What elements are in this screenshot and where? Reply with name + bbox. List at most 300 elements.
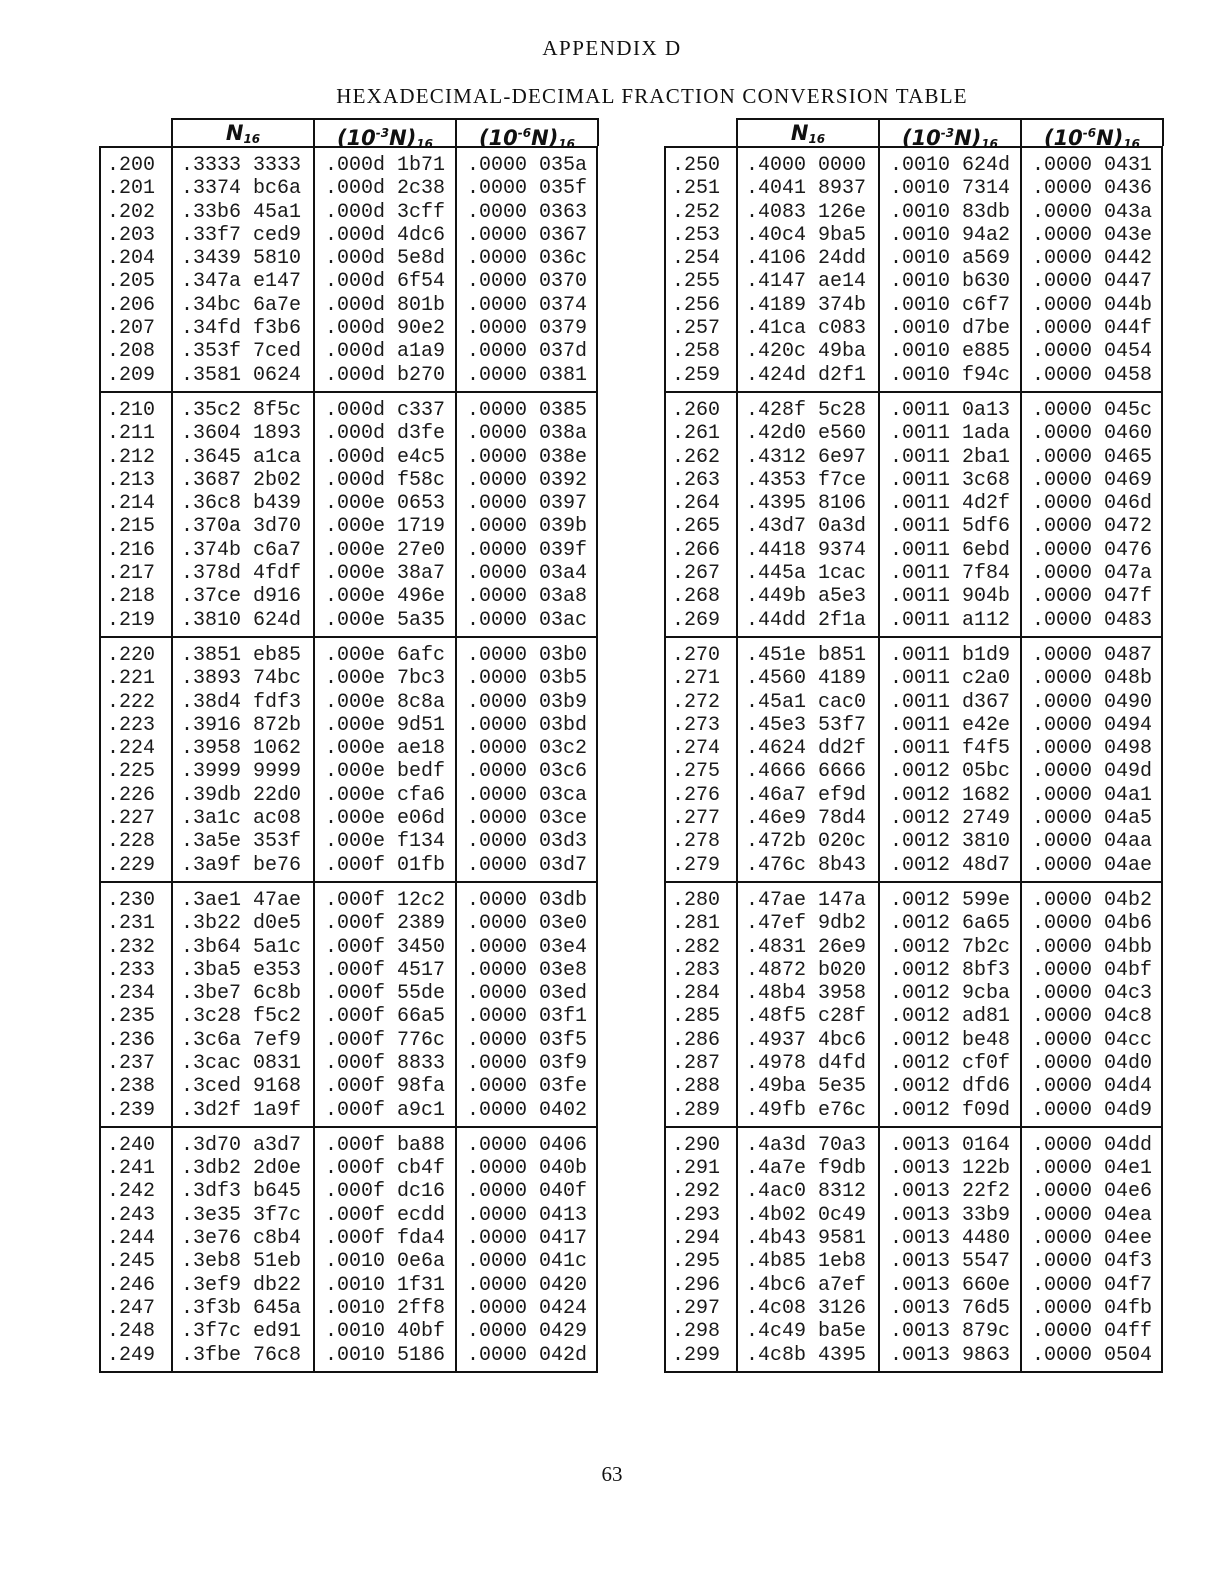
n3-cell: .000d a1a9 xyxy=(325,340,446,364)
n6-cell: .0000 037d xyxy=(467,340,588,364)
decimal-cell: .232 xyxy=(107,935,156,959)
decimal-cell: .213 xyxy=(107,468,156,492)
n3-cell: .000d 6f54 xyxy=(325,270,446,294)
n3-cell: .000e 9d51 xyxy=(325,713,446,737)
decimal-cell: .224 xyxy=(107,737,156,761)
n16-cell: .3916 872b xyxy=(181,713,302,737)
n16-cell: .49fb e76c xyxy=(746,1098,867,1122)
n6-cell: .0000 03a4 xyxy=(467,562,588,586)
table-row xyxy=(101,317,596,340)
decimal-cell: .200 xyxy=(107,154,156,177)
n3-cell: .0012 05bc xyxy=(890,760,1011,784)
n16-cell: .4312 6e97 xyxy=(746,445,867,469)
decimal-cell: .255 xyxy=(672,270,721,294)
table-header xyxy=(99,118,599,151)
n3-cell: .0013 122b xyxy=(890,1157,1011,1181)
n6-cell: .0000 04f3 xyxy=(1032,1250,1153,1274)
n3-cell: .0011 f4f5 xyxy=(890,737,1011,761)
n3-cell: .0012 1682 xyxy=(890,783,1011,807)
n3-cell: .0012 48d7 xyxy=(890,853,1011,877)
n16-cell: .34bc 6a7e xyxy=(181,293,302,317)
table-row xyxy=(101,1297,596,1320)
decimal-cell: .251 xyxy=(672,177,721,201)
row-group xyxy=(666,636,1161,881)
table-row xyxy=(101,177,596,200)
n16-cell: .3958 1062 xyxy=(181,737,302,761)
table-row xyxy=(101,364,596,387)
n6-cell: .0000 0402 xyxy=(467,1098,588,1122)
table-row xyxy=(666,446,1161,469)
n6-cell: .0000 03f5 xyxy=(467,1028,588,1052)
n3-cell: .0011 a112 xyxy=(890,608,1011,632)
table-row xyxy=(666,1274,1161,1297)
table-row xyxy=(101,889,596,912)
n6-cell: .0000 04c8 xyxy=(1032,1005,1153,1029)
n16-cell: .3333 3333 xyxy=(181,154,302,177)
table-row xyxy=(666,585,1161,608)
n3-cell: .000d 1b71 xyxy=(325,154,446,177)
decimal-cell: .298 xyxy=(672,1320,721,1344)
n6-cell: .0000 03c2 xyxy=(467,737,588,761)
n6-cell: .0000 0465 xyxy=(1032,445,1153,469)
table-row xyxy=(666,667,1161,690)
table-row xyxy=(666,1134,1161,1157)
decimal-cell: .264 xyxy=(672,492,721,516)
n16-cell: .39db 22d0 xyxy=(181,783,302,807)
n3-cell: .000e 496e xyxy=(325,585,446,609)
n16-cell: .4624 dd2f xyxy=(746,737,867,761)
table-row xyxy=(101,609,596,632)
n3-cell: .0012 7b2c xyxy=(890,935,1011,959)
n6-cell: .0000 0413 xyxy=(467,1203,588,1227)
n16-cell: .45a1 cac0 xyxy=(746,690,867,714)
table-row xyxy=(101,1075,596,1098)
n16-cell: .3ced 9168 xyxy=(181,1075,302,1099)
n3-cell: .0013 5547 xyxy=(890,1250,1011,1274)
n6-cell: .0000 04bf xyxy=(1032,958,1153,982)
n3-cell: .000e 7bc3 xyxy=(325,667,446,691)
n3-cell: .0010 5186 xyxy=(325,1343,446,1367)
n16-cell: .3439 5810 xyxy=(181,247,302,271)
table-row xyxy=(101,959,596,982)
table-row xyxy=(666,889,1161,912)
table-row xyxy=(101,1134,596,1157)
table-row xyxy=(101,691,596,714)
table-row xyxy=(101,154,596,177)
n6-cell: .0000 04ea xyxy=(1032,1203,1153,1227)
n16-cell: .37ce d916 xyxy=(181,585,302,609)
n16-cell: .44dd 2f1a xyxy=(746,608,867,632)
n3-cell: .0012 8bf3 xyxy=(890,958,1011,982)
n6-cell: .0000 047a xyxy=(1032,562,1153,586)
n16-cell: .3d2f 1a9f xyxy=(181,1098,302,1122)
n16-cell: .3999 9999 xyxy=(181,760,302,784)
n6-cell: .0000 036c xyxy=(467,247,588,271)
n16-cell: .370a 3d70 xyxy=(181,515,302,539)
table-row xyxy=(666,737,1161,760)
n3-cell: .000d d3fe xyxy=(325,422,446,446)
n3-cell: .000e f134 xyxy=(325,830,446,854)
decimal-cell: .249 xyxy=(107,1343,156,1367)
n16-cell: .36c8 b439 xyxy=(181,492,302,516)
n6-cell: .0000 03c6 xyxy=(467,760,588,784)
table-row xyxy=(101,562,596,585)
n3-cell: .0010 94a2 xyxy=(890,223,1011,247)
row-group xyxy=(101,1126,596,1371)
n6-cell: .0000 047f xyxy=(1032,585,1153,609)
decimal-cell: .282 xyxy=(672,935,721,959)
n6-cell: .0000 044f xyxy=(1032,317,1153,341)
table-row xyxy=(666,364,1161,387)
decimal-cell: .210 xyxy=(107,398,156,422)
n3-cell: .000e 8c8a xyxy=(325,690,446,714)
n16-cell: .445a 1cac xyxy=(746,562,867,586)
n16-cell: .4978 d4fd xyxy=(746,1051,867,1075)
n6-cell: .0000 0363 xyxy=(467,200,588,224)
table-row xyxy=(101,1250,596,1273)
n6-cell: .0000 04c3 xyxy=(1032,982,1153,1006)
n6-cell: .0000 03bd xyxy=(467,713,588,737)
table-row xyxy=(666,807,1161,830)
decimal-cell: .292 xyxy=(672,1180,721,1204)
n6-cell: .0000 03b9 xyxy=(467,690,588,714)
row-group xyxy=(666,1126,1161,1371)
decimal-cell: .207 xyxy=(107,317,156,341)
n16-cell: .3db2 2d0e xyxy=(181,1157,302,1181)
decimal-cell: .280 xyxy=(672,888,721,912)
n16-cell: .4bc6 a7ef xyxy=(746,1273,867,1297)
table-row xyxy=(101,1320,596,1343)
decimal-cell: .237 xyxy=(107,1051,156,1075)
page-number: 63 xyxy=(601,1462,623,1486)
table-row xyxy=(666,959,1161,982)
table-row xyxy=(666,399,1161,422)
decimal-cell: .265 xyxy=(672,515,721,539)
n16-cell: .347a e147 xyxy=(181,270,302,294)
n3-cell: .0011 0a13 xyxy=(890,398,1011,422)
table-row xyxy=(666,1204,1161,1227)
table-row xyxy=(666,1052,1161,1075)
n6-cell: .0000 04e1 xyxy=(1032,1157,1153,1181)
n3-cell: .000f fda4 xyxy=(325,1227,446,1251)
n3-cell: .0013 660e xyxy=(890,1273,1011,1297)
decimal-cell: .284 xyxy=(672,982,721,1006)
decimal-cell: .288 xyxy=(672,1075,721,1099)
n16-cell: .3374 bc6a xyxy=(181,177,302,201)
n3-cell: .0012 f09d xyxy=(890,1098,1011,1122)
decimal-cell: .241 xyxy=(107,1157,156,1181)
n3-cell: .000d 4dc6 xyxy=(325,223,446,247)
n3-cell: .000e 1719 xyxy=(325,515,446,539)
header-n16: $N_{16}$ xyxy=(171,118,315,146)
decimal-cell: .266 xyxy=(672,538,721,562)
n3-cell: .0012 cf0f xyxy=(890,1051,1011,1075)
n3-cell: .0012 ad81 xyxy=(890,1005,1011,1029)
table-row xyxy=(666,784,1161,807)
table-row xyxy=(666,644,1161,667)
row-group xyxy=(101,636,596,881)
n16-cell: .4ac0 8312 xyxy=(746,1180,867,1204)
table-row xyxy=(101,270,596,293)
n16-cell: .3a5e 353f xyxy=(181,830,302,854)
n3-cell: .0011 904b xyxy=(890,585,1011,609)
n6-cell: .0000 03b5 xyxy=(467,667,588,691)
table-row xyxy=(666,562,1161,585)
table-row xyxy=(101,830,596,853)
n6-cell: .0000 046d xyxy=(1032,492,1153,516)
n6-cell: .0000 04ae xyxy=(1032,853,1153,877)
n3-cell: .000d 90e2 xyxy=(325,317,446,341)
decimal-cell: .269 xyxy=(672,608,721,632)
n6-cell: .0000 0436 xyxy=(1032,177,1153,201)
n6-cell: .0000 039b xyxy=(467,515,588,539)
n3-cell: .000f cb4f xyxy=(325,1157,446,1181)
n16-cell: .49ba 5e35 xyxy=(746,1075,867,1099)
row-group xyxy=(101,148,596,391)
decimal-cell: .290 xyxy=(672,1133,721,1157)
n3-cell: .000f 3450 xyxy=(325,935,446,959)
table-row xyxy=(101,539,596,562)
n16-cell: .3ba5 e353 xyxy=(181,958,302,982)
table-row xyxy=(101,1099,596,1122)
table-row xyxy=(666,1005,1161,1028)
n3-cell: .0013 0164 xyxy=(890,1133,1011,1157)
n3-cell: .000f 4517 xyxy=(325,958,446,982)
n6-cell: .0000 0397 xyxy=(467,492,588,516)
decimal-cell: .279 xyxy=(672,853,721,877)
table-row xyxy=(666,539,1161,562)
n6-cell: .0000 0476 xyxy=(1032,538,1153,562)
decimal-cell: .294 xyxy=(672,1227,721,1251)
n3-cell: .0011 5df6 xyxy=(890,515,1011,539)
n3-cell: .0010 e885 xyxy=(890,340,1011,364)
n3-cell: .000f 8833 xyxy=(325,1051,446,1075)
decimal-cell: .217 xyxy=(107,562,156,586)
n3-cell: .0012 dfd6 xyxy=(890,1075,1011,1099)
table-row xyxy=(101,294,596,317)
n3-cell: .000e 6afc xyxy=(325,643,446,667)
n16-cell: .4b43 9581 xyxy=(746,1227,867,1251)
n3-cell: .000e 38a7 xyxy=(325,562,446,586)
n6-cell: .0000 03e4 xyxy=(467,935,588,959)
decimal-cell: .274 xyxy=(672,737,721,761)
table-row xyxy=(666,317,1161,340)
decimal-cell: .273 xyxy=(672,713,721,737)
table-row xyxy=(101,982,596,1005)
table-row xyxy=(666,340,1161,363)
n16-cell: .3ef9 db22 xyxy=(181,1273,302,1297)
n16-cell: .3893 74bc xyxy=(181,667,302,691)
n16-cell: .4c08 3126 xyxy=(746,1296,867,1320)
table-row xyxy=(101,644,596,667)
n3-cell: .0013 879c xyxy=(890,1320,1011,1344)
n3-cell: .000d 801b xyxy=(325,293,446,317)
decimal-cell: .220 xyxy=(107,643,156,667)
n16-cell: .46e9 78d4 xyxy=(746,807,867,831)
n16-cell: .3d70 a3d7 xyxy=(181,1133,302,1157)
decimal-cell: .299 xyxy=(672,1343,721,1367)
n3-cell: .000d b270 xyxy=(325,363,446,387)
decimal-cell: .246 xyxy=(107,1273,156,1297)
table-row xyxy=(666,714,1161,737)
n16-cell: .3f7c ed91 xyxy=(181,1320,302,1344)
n6-cell: .0000 03db xyxy=(467,888,588,912)
table-row xyxy=(101,1157,596,1180)
decimal-cell: .214 xyxy=(107,492,156,516)
n16-cell: .4b85 1eb8 xyxy=(746,1250,867,1274)
n16-cell: .378d 4fdf xyxy=(181,562,302,586)
n3-cell: .0010 40bf xyxy=(325,1320,446,1344)
n3-cell: .0011 6ebd xyxy=(890,538,1011,562)
n16-cell: .3604 1893 xyxy=(181,422,302,446)
n3-cell: .000d c337 xyxy=(325,398,446,422)
table-row xyxy=(666,515,1161,538)
table-row xyxy=(666,760,1161,783)
n6-cell: .0000 0385 xyxy=(467,398,588,422)
n3-cell: .000f 2389 xyxy=(325,912,446,936)
decimal-cell: .277 xyxy=(672,807,721,831)
table-row xyxy=(666,294,1161,317)
n16-cell: .3c6a 7ef9 xyxy=(181,1028,302,1052)
n16-cell: .34fd f3b6 xyxy=(181,317,302,341)
n6-cell: .0000 040b xyxy=(467,1157,588,1181)
n16-cell: .4666 6666 xyxy=(746,760,867,784)
n16-cell: .4395 8106 xyxy=(746,492,867,516)
n3-cell: .0012 be48 xyxy=(890,1028,1011,1052)
table-row xyxy=(666,154,1161,177)
n3-cell: .0013 4480 xyxy=(890,1227,1011,1251)
n6-cell: .0000 03a8 xyxy=(467,585,588,609)
table-row xyxy=(666,1227,1161,1250)
table-row xyxy=(666,936,1161,959)
n16-cell: .43d7 0a3d xyxy=(746,515,867,539)
n3-cell: .000f dc16 xyxy=(325,1180,446,1204)
decimal-cell: .235 xyxy=(107,1005,156,1029)
n16-cell: .48f5 c28f xyxy=(746,1005,867,1029)
n3-cell: .0010 83db xyxy=(890,200,1011,224)
table-row xyxy=(101,737,596,760)
n6-cell: .0000 0460 xyxy=(1032,422,1153,446)
table-row xyxy=(101,399,596,422)
n16-cell: .4937 4bc6 xyxy=(746,1028,867,1052)
n6-cell: .0000 040f xyxy=(467,1180,588,1204)
decimal-cell: .259 xyxy=(672,363,721,387)
decimal-cell: .250 xyxy=(672,154,721,177)
n6-cell: .0000 038e xyxy=(467,445,588,469)
n16-cell: .3f3b 645a xyxy=(181,1296,302,1320)
decimal-cell: .287 xyxy=(672,1051,721,1075)
table-row xyxy=(101,492,596,515)
decimal-cell: .276 xyxy=(672,783,721,807)
n6-cell: .0000 04bb xyxy=(1032,935,1153,959)
n3-cell: .0013 76d5 xyxy=(890,1296,1011,1320)
table-header xyxy=(664,118,1164,151)
decimal-cell: .212 xyxy=(107,445,156,469)
n6-cell: .0000 035a xyxy=(467,154,588,177)
decimal-cell: .202 xyxy=(107,200,156,224)
decimal-cell: .201 xyxy=(107,177,156,201)
n16-cell: .3a1c ac08 xyxy=(181,807,302,831)
n3-cell: .0011 b1d9 xyxy=(890,643,1011,667)
n3-cell: .0010 1f31 xyxy=(325,1273,446,1297)
n16-cell: .3c28 f5c2 xyxy=(181,1005,302,1029)
n3-cell: .000f 12c2 xyxy=(325,888,446,912)
n3-cell: .0010 a569 xyxy=(890,247,1011,271)
decimal-cell: .231 xyxy=(107,912,156,936)
decimal-cell: .211 xyxy=(107,422,156,446)
n6-cell: .0000 0420 xyxy=(467,1273,588,1297)
n6-cell: .0000 03d7 xyxy=(467,853,588,877)
n3-cell: .0011 c2a0 xyxy=(890,667,1011,691)
n6-cell: .0000 04cc xyxy=(1032,1028,1153,1052)
decimal-cell: .209 xyxy=(107,363,156,387)
n3-cell: .0011 2ba1 xyxy=(890,445,1011,469)
n3-cell: .0011 3c68 xyxy=(890,468,1011,492)
table-row xyxy=(101,784,596,807)
decimal-cell: .229 xyxy=(107,853,156,877)
n16-cell: .33b6 45a1 xyxy=(181,200,302,224)
n6-cell: .0000 042d xyxy=(467,1343,588,1367)
n6-cell: .0000 04f7 xyxy=(1032,1273,1153,1297)
table-row xyxy=(101,912,596,935)
n16-cell: .472b 020c xyxy=(746,830,867,854)
table-row xyxy=(666,1180,1161,1203)
n3-cell: .000f 66a5 xyxy=(325,1005,446,1029)
decimal-cell: .272 xyxy=(672,690,721,714)
n3-cell: .000e 5a35 xyxy=(325,608,446,632)
decimal-cell: .245 xyxy=(107,1250,156,1274)
decimal-cell: .263 xyxy=(672,468,721,492)
n16-cell: .3be7 6c8b xyxy=(181,982,302,1006)
row-group xyxy=(101,881,596,1126)
n16-cell: .4872 b020 xyxy=(746,958,867,982)
n6-cell: .0000 044b xyxy=(1032,293,1153,317)
decimal-cell: .239 xyxy=(107,1098,156,1122)
header-n3: $(10^{-3}N)_{16}$ xyxy=(878,118,1022,146)
header-n6: $(10^{-6}N)_{16}$ xyxy=(455,118,599,146)
table-row xyxy=(101,515,596,538)
n6-cell: .0000 04dd xyxy=(1032,1133,1153,1157)
n6-cell: .0000 04fb xyxy=(1032,1296,1153,1320)
n16-cell: .3b64 5a1c xyxy=(181,935,302,959)
n3-cell: .000f 776c xyxy=(325,1028,446,1052)
table-row xyxy=(666,1157,1161,1180)
n6-cell: .0000 0504 xyxy=(1032,1343,1153,1367)
n3-cell: .0012 599e xyxy=(890,888,1011,912)
n6-cell: .0000 04d9 xyxy=(1032,1098,1153,1122)
n16-cell: .40c4 9ba5 xyxy=(746,223,867,247)
table-row xyxy=(101,1052,596,1075)
table-row xyxy=(101,1204,596,1227)
n3-cell: .000d f58c xyxy=(325,468,446,492)
decimal-cell: .206 xyxy=(107,293,156,317)
n3-cell: .000f a9c1 xyxy=(325,1098,446,1122)
table-row xyxy=(666,854,1161,877)
n6-cell: .0000 0447 xyxy=(1032,270,1153,294)
decimal-cell: .205 xyxy=(107,270,156,294)
decimal-cell: .204 xyxy=(107,247,156,271)
decimal-cell: .242 xyxy=(107,1180,156,1204)
table-row xyxy=(101,422,596,445)
n6-cell: .0000 03fe xyxy=(467,1075,588,1099)
n3-cell: .0010 7314 xyxy=(890,177,1011,201)
decimal-cell: .289 xyxy=(672,1098,721,1122)
n16-cell: .3e76 c8b4 xyxy=(181,1227,302,1251)
n16-cell: .4041 8937 xyxy=(746,177,867,201)
table-row xyxy=(101,1029,596,1052)
decimal-cell: .258 xyxy=(672,340,721,364)
n6-cell: .0000 04b2 xyxy=(1032,888,1153,912)
